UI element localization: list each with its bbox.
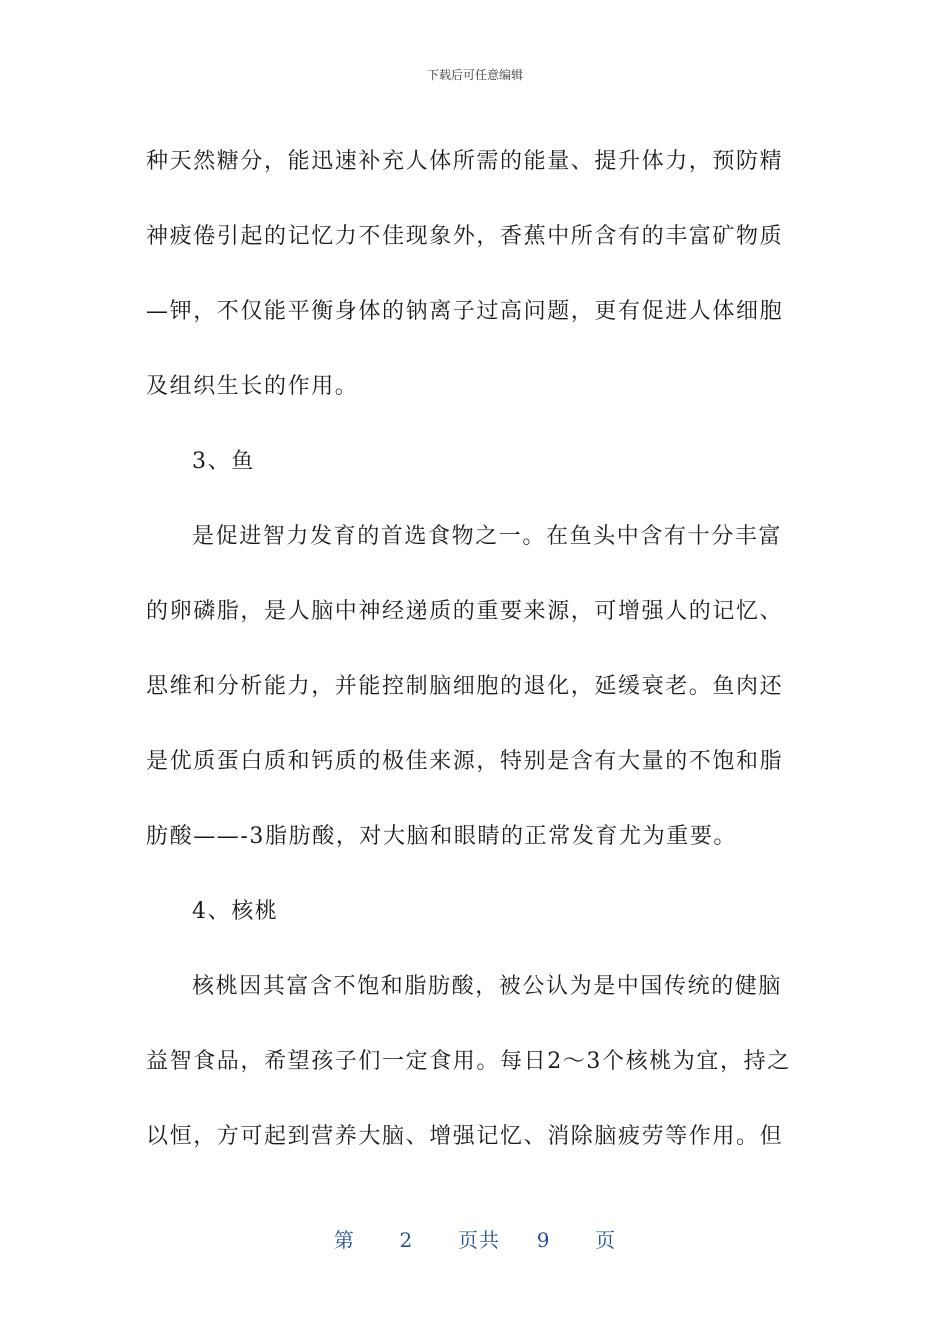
body-line: 核桃因其富含不饱和脂肪酸，被公认为是中国传统的健脑 xyxy=(192,974,783,999)
body-line: 肪酸——-3脂肪酸，对大脑和眼睛的正常发育尤为重要。 xyxy=(146,824,738,849)
body-line: 是优质蛋白质和钙质的极佳来源，特别是含有大量的不饱和脂 xyxy=(146,749,784,774)
body-line: 益智食品，希望孩子们一定食用。每日2～3个核桃为宜，持之 xyxy=(146,1049,791,1074)
body-line: 以恒，方可起到营养大脑、增强记忆、消除脑疲劳等作用。但 xyxy=(146,1124,784,1149)
section-heading-walnut: 4、核桃 xyxy=(192,899,279,924)
page-header: 下载后可任意编辑 xyxy=(426,68,523,82)
page-footer xyxy=(0,1224,950,1253)
body-line: 是促进智力发育的首选食物之一。在鱼头中含有十分丰富 xyxy=(192,524,783,549)
total-prefix: 页共 xyxy=(458,1228,500,1252)
body-line: 神疲倦引起的记忆力不佳现象外，香蕉中所含有的丰富矿物质 xyxy=(146,224,784,249)
body-line: 思维和分析能力，并能控制脑细胞的退化，延缓衰老。鱼肉还 xyxy=(146,674,784,699)
total-pages: 9 xyxy=(536,1228,551,1252)
page-number: 2 xyxy=(399,1228,414,1252)
page-label: 第 xyxy=(333,1228,355,1252)
body-line: 及组织生长的作用。 xyxy=(146,374,359,399)
body-line: —钾，不仅能平衡身体的钠离子过高问题，更有促进人体细胞 xyxy=(146,299,784,324)
total-suffix: 页 xyxy=(595,1228,617,1252)
document-body xyxy=(146,124,806,1174)
section-heading-fish: 3、鱼 xyxy=(192,449,255,474)
body-line: 的卵磷脂，是人脑中神经递质的重要来源，可增强人的记忆、 xyxy=(146,599,784,624)
body-line: 种天然糖分，能迅速补充人体所需的能量、提升体力，预防精 xyxy=(146,149,784,174)
